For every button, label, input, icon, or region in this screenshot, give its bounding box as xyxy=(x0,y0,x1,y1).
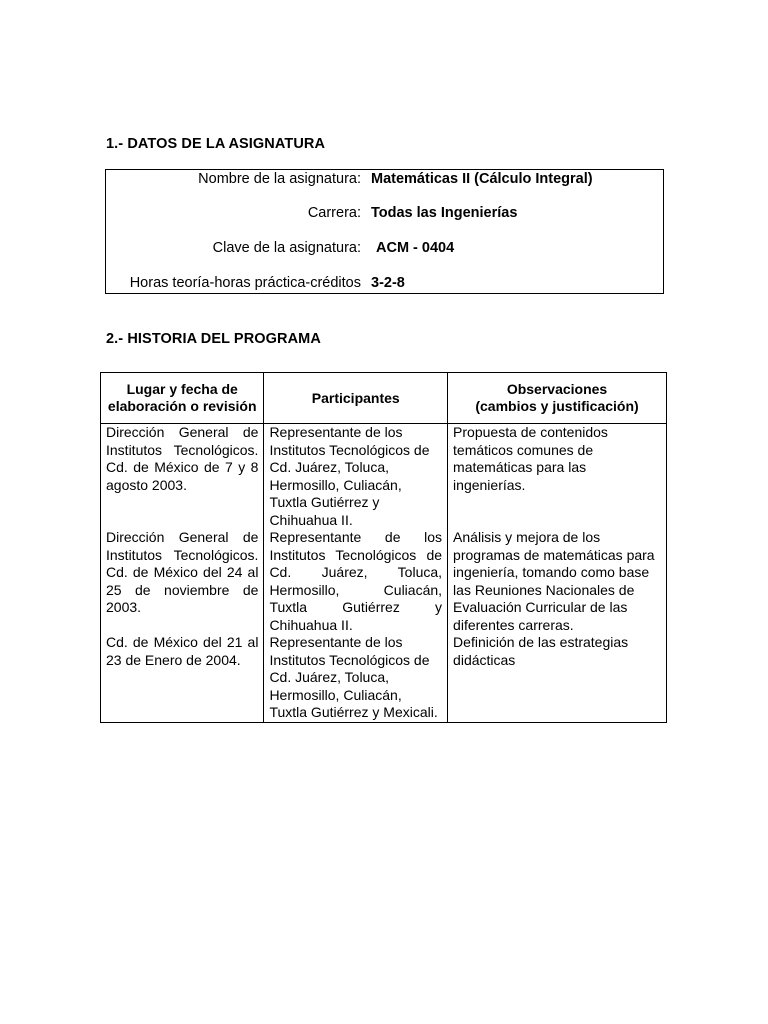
header-participants: Participantes xyxy=(264,373,448,424)
header-observations xyxy=(448,373,667,424)
table-row xyxy=(101,634,667,722)
row-observations: Definición de las estrategias didácticas xyxy=(448,634,667,722)
row-observations: Propuesta de contenidos temáticos comunes de matemáticas para las ingenierías. xyxy=(448,424,667,530)
row-place: Dirección General de Institutos Tecnológicos. Cd. de México del 24 al 25 de noviembre de 2003. xyxy=(101,529,264,634)
row-participants: Representante de los Institutos Tecnológicos de Cd. Juárez, Toluca, Hermosillo, Culiacán, Tuxtla Gutiérrez y Mexicali. xyxy=(264,634,448,722)
hours-credits-label: Horas teoría-horas práctica-créditos xyxy=(129,275,361,291)
row-place: Cd. de México del 21 al 23 de Enero de 2004. xyxy=(101,634,264,722)
row-participants: Representante de los Institutos Tecnológicos de Cd. Juárez, Toluca, Hermosillo, Culiacán, Tuxtla Gutiérrez y Chihuahua II. xyxy=(264,529,448,634)
header-observations-line1: Observaciones xyxy=(506,381,608,397)
row-participants: Representante de los Institutos Tecnológicos de Cd. Juárez, Toluca, Hermosillo, Culiacán, Tuxtla Gutiérrez y Chihuahua II. xyxy=(264,424,448,530)
header-place: Lugar y fecha de elaboración o revisión xyxy=(101,373,264,424)
subject-code-value: ACM - 0404 xyxy=(376,240,455,256)
subject-name-label: Nombre de la asignatura: xyxy=(198,171,361,187)
career-value: Todas las Ingenierías xyxy=(371,205,518,221)
header-observations-line2: (cambios y justificación) xyxy=(475,398,639,414)
table-row xyxy=(101,529,667,634)
row-place: Dirección General de Institutos Tecnológicos. Cd. de México de 7 y 8 agosto 2003. xyxy=(101,424,264,530)
table-row xyxy=(101,424,667,530)
career-row xyxy=(106,205,663,225)
career-label: Carrera: xyxy=(307,205,361,221)
subject-data-box xyxy=(105,169,664,294)
hours-credits-row xyxy=(106,275,663,295)
section-2-title: 2.- HISTORIA DEL PROGRAMA xyxy=(106,331,321,347)
program-history-table xyxy=(100,372,667,723)
table-header-row xyxy=(101,373,667,424)
hours-credits-value: 3-2-8 xyxy=(371,275,405,291)
subject-code-row xyxy=(106,240,663,260)
section-1-title: 1.- DATOS DE LA ASIGNATURA xyxy=(106,136,326,152)
subject-name-row xyxy=(106,171,663,191)
row-observations: Análisis y mejora de los programas de matemáticas para ingeniería, tomando como base las Reuniones Nacionales de Evaluación Curricular de las diferentes carreras. xyxy=(448,529,667,634)
subject-name-value: Matemáticas II (Cálculo Integral) xyxy=(371,171,593,187)
subject-code-label: Clave de la asignatura: xyxy=(212,240,361,256)
